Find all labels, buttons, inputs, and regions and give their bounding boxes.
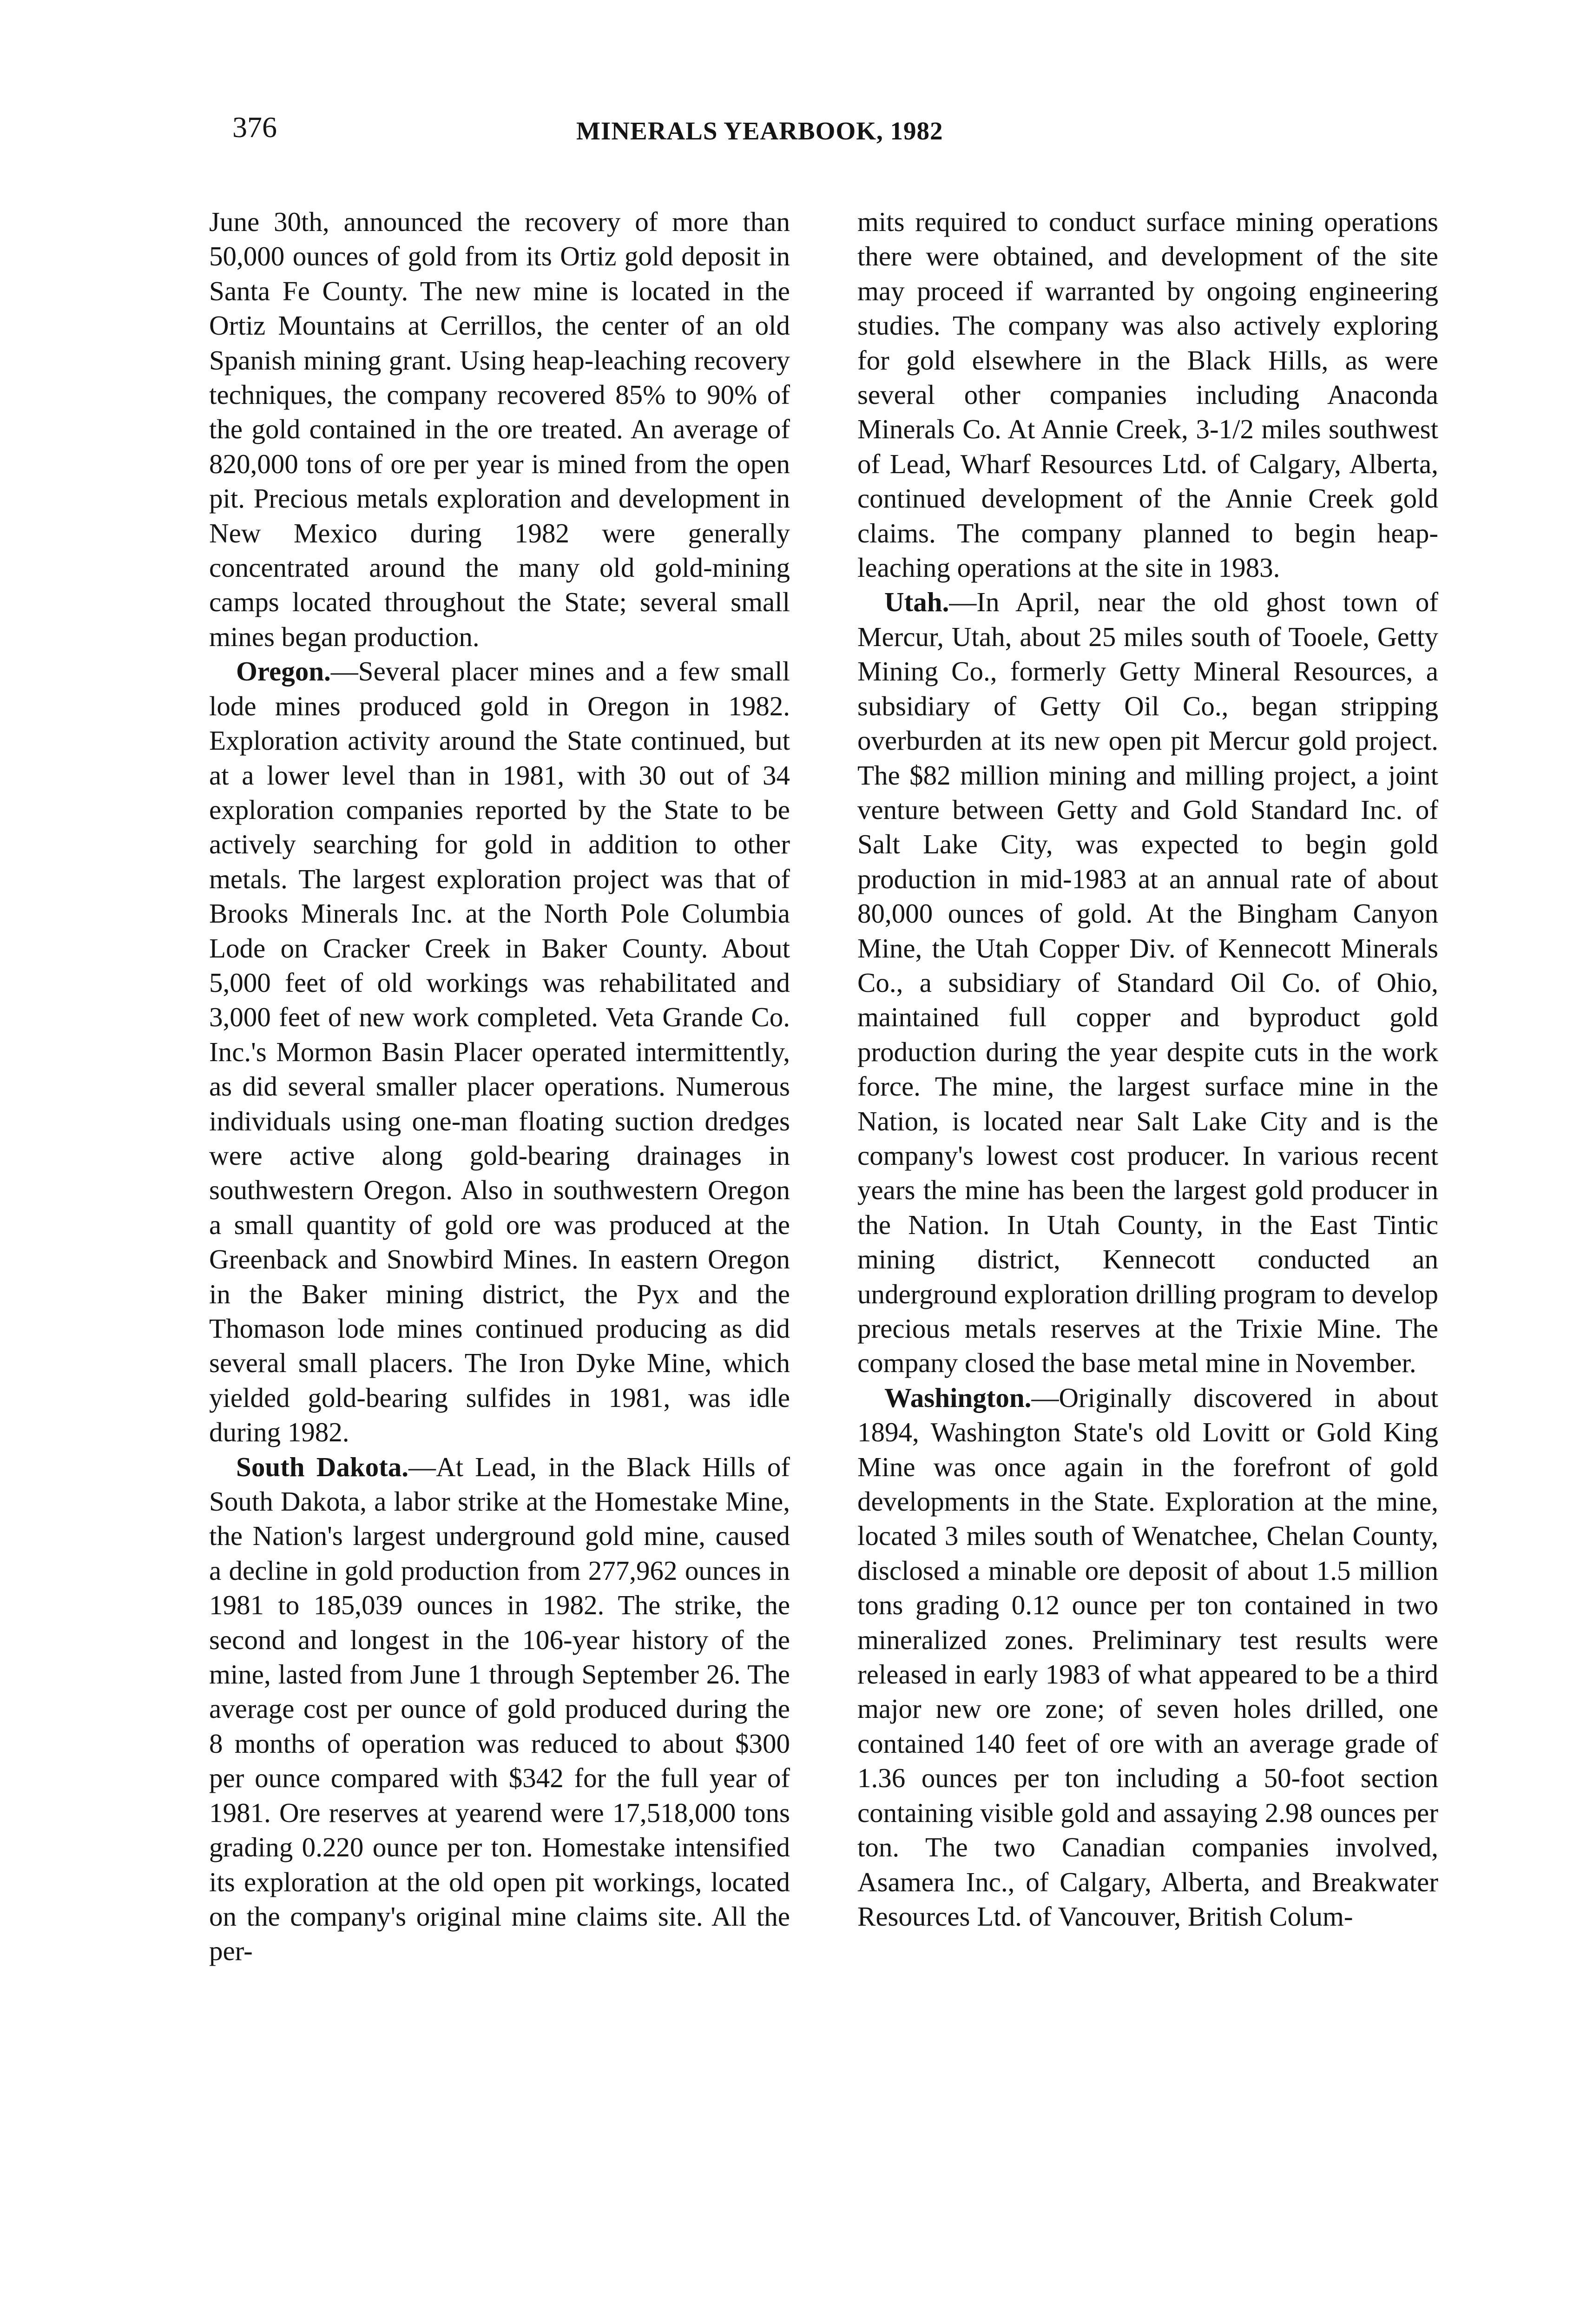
- running-title: MINERALS YEARBOOK, 1982: [576, 117, 943, 145]
- oregon-heading: Oregon.: [236, 656, 331, 687]
- oregon-paragraph: [209, 654, 790, 1449]
- oregon-text: —Several placer mines and a few small lode mines produced gold in Oregon in 1982. Exploration activity around the State continued, but at a lower level than in 1981, with 30 out of 34 exploration companies reported by the State to be actively searching for gold in addition to other metals. The largest exploration project was that of Brooks Minerals Inc. at the North Pole Columbia Lode on Cracker Creek in Baker County. About 5,000 feet of old workings was rehabilitated and 3,000 feet of new work completed. Veta Grande Co. Inc.'s Mormon Basin Placer operated intermittently, as did several smaller placer operations. Numerous individuals using one-man floating suction dredges were active along gold-bearing drainages in southwestern Oregon. Also in southwestern Oregon a small quantity of gold ore was produced at the Greenback and Snowbird Mines. In eastern Oregon in the Baker mining district, the Pyx and the Thomason lode mines continued producing as did several small placers. The Iron Dyke Mine, which yielded gold-bearing sulfides in 1981, was idle during 1982.: [209, 656, 790, 1448]
- utah-paragraph: [857, 585, 1438, 1380]
- south-dakota-text: —At Lead, in the Black Hills of South Dakota, a labor strike at the Homestake Mine, the Nation's largest underground gold mine, caused a decline in gold production from 277,962 ounces in 1981 to 185,039 ounces in 1982. The strike, the second and longest in the 106-year history of the mine, lasted from June 1 through September 26. The average cost per ounce of gold produced during the 8 months of operation was reduced to about $300 per ounce compared with $342 for the full year of 1981. Ore reserves at yearend were 17,518,000 tons grading 0.220 ounce per ton. Homestake intensified its exploration at the old open pit workings, located on the company's original mine claims site. All the per-: [209, 1451, 790, 1967]
- utah-heading: Utah.: [884, 587, 949, 618]
- washington-heading: Washington.: [884, 1382, 1032, 1413]
- left-column: [209, 205, 790, 1968]
- washington-paragraph: [857, 1380, 1438, 1934]
- new-mexico-continuation: June 30th, announced the recovery of more than 50,000 ounces of gold from its Ortiz gold deposit in Santa Fe County. The new mine is located in the Ortiz Mountains at Cerrillos, the center of an old Spanish mining grant. Using heap-leaching recovery techniques, the company recovered 85% to 90% of the gold contained in the ore treated. An average of 820,000 tons of ore per year is mined from the open pit. Precious metals exploration and development in New Mexico during 1982 were generally concentrated around the many old gold-mining camps located throughout the State; several small mines began production.: [209, 206, 790, 652]
- right-column: [857, 205, 1438, 1934]
- washington-text: —Originally discovered in about 1894, Washington State's old Lovitt or Gold King Mine was once again in the forefront of gold developments in the State. Exploration at the mine, located 3 miles south of Wenatchee, Chelan County, disclosed a minable ore deposit of about 1.5 million tons grading 0.12 ounce per ton contained in two mineralized zones. Preliminary test results were released in early 1983 of what appeared to be a third major new ore zone; of seven holes drilled, one contained 140 feet of ore with an average grade of 1.36 ounces per ton including a 50-foot section containing visible gold and assaying 2.98 ounces per ton. The two Canadian companies involved, Asamera Inc., of Calgary, Alberta, and Breakwater Resources Ltd. of Vancouver, British Colum-: [857, 1382, 1438, 1932]
- south-dakota-heading: South Dakota.: [236, 1451, 409, 1482]
- utah-text: —In April, near the old ghost town of Mercur, Utah, about 25 miles south of Tooele, Getty Mining Co., formerly Getty Mineral Resources, a subsidiary of Getty Oil Co., began stripping overburden at its new open pit Mercur gold project. The $82 million mining and milling project, a joint venture between Getty and Gold Standard Inc. of Salt Lake City, was expected to begin gold production in mid-1983 at an annual rate of about 80,000 ounces of gold. At the Bingham Canyon Mine, the Utah Copper Div. of Kennecott Minerals Co., a subsidiary of Standard Oil Co. of Ohio, maintained full copper and byproduct gold production during the year despite cuts in the work force. The mine, the largest surface mine in the Nation, is located near Salt Lake City and is the company's lowest cost producer. In various recent years the mine has been the largest gold producer in the Nation. In Utah County, in the East Tintic mining district, Kennecott conducted an underground exploration drilling program to develop precious metals reserves at the Trixie Mine. The company closed the base metal mine in November.: [857, 587, 1438, 1379]
- south-dakota-continuation: mits required to conduct surface mining operations there were obtained, and development of the site may proceed if warranted by ongoing engineering studies. The company was also actively exploring for gold elsewhere in the Black Hills, as were several other companies including Anaconda Minerals Co. At Annie Creek, 3-1/2 miles southwest of Lead, Wharf Resources Ltd. of Calgary, Alberta, continued development of the Annie Creek gold claims. The company planned to begin heap-leaching operations at the site in 1983.: [857, 206, 1438, 583]
- south-dakota-paragraph: [209, 1450, 790, 1968]
- page-number: 376: [232, 111, 277, 144]
